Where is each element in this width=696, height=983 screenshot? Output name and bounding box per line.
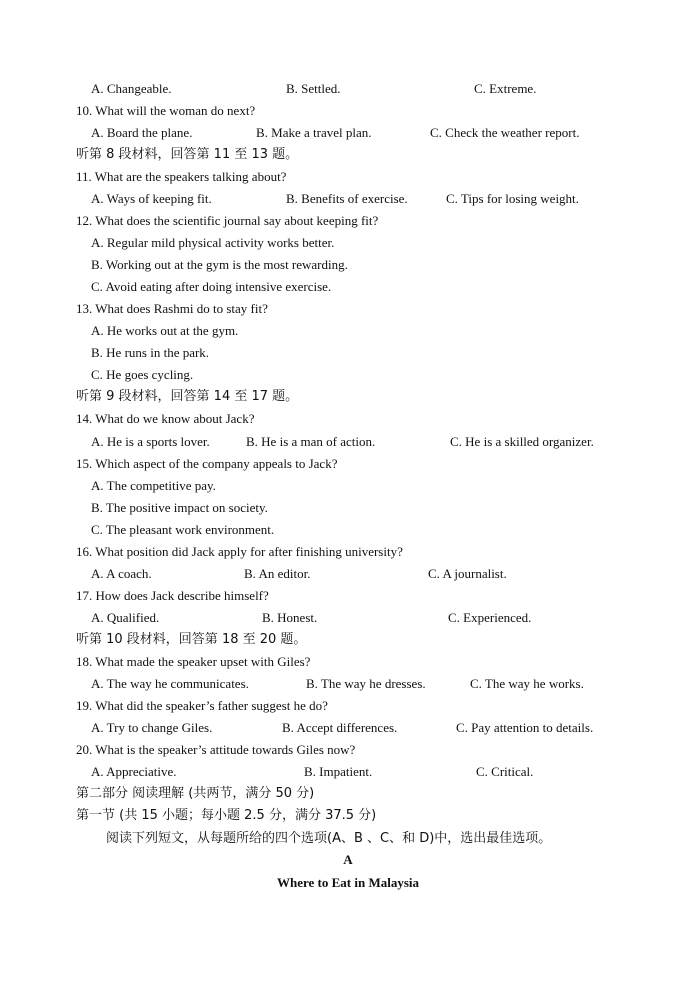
q10-option-c: C. Check the weather report. xyxy=(430,125,580,140)
q15-option-b: B. The positive impact on society. xyxy=(91,500,268,515)
section1-title: 第一节 (共 15 小题；每小题 2.5 分，满分 37.5 分) xyxy=(76,808,377,823)
q9-option-a: A. Changeable. xyxy=(91,81,172,96)
reading-instructions: 阅读下列短文，从每题所给的四个选项(A、B 、C、和 D)中，选出最佳选项。 xyxy=(106,831,552,846)
q9-option-b: B. Settled. xyxy=(286,81,341,96)
q11-option-b: B. Benefits of exercise. xyxy=(286,191,408,206)
section10-header: 听第 10 段材料，回答第 18 至 20 题。 xyxy=(76,632,307,647)
q19-question: 19. What did the speaker’s father suggest he do? xyxy=(76,698,328,713)
q13-question: 13. What does Rashmi do to stay fit? xyxy=(76,301,268,316)
q15-option-c: C. The pleasant work environment. xyxy=(91,522,275,537)
q15-question: 15. Which aspect of the company appeals to Jack? xyxy=(76,456,338,471)
q17-option-a: A. Qualified. xyxy=(91,610,160,625)
q12-option-c: C. Avoid eating after doing intensive exercise. xyxy=(91,279,332,294)
q20-option-a: A. Appreciative. xyxy=(91,764,177,779)
q13-option-a: A. He works out at the gym. xyxy=(91,323,239,338)
q17-question: 17. How does Jack describe himself? xyxy=(76,588,269,603)
q16-option-b: B. An editor. xyxy=(244,566,311,581)
q10-option-a: A. Board the plane. xyxy=(91,125,193,140)
q19-option-b: B. Accept differences. xyxy=(282,720,398,735)
q18-option-a: A. The way he communicates. xyxy=(91,676,249,691)
q14-question: 14. What do we know about Jack? xyxy=(76,411,255,426)
q14-option-b: B. He is a man of action. xyxy=(246,434,376,449)
q18-option-b: B. The way he dresses. xyxy=(306,676,426,691)
q12-question: 12. What does the scientific journal say about keeping fit? xyxy=(76,213,379,228)
q14-option-c: C. He is a skilled organizer. xyxy=(450,434,594,449)
section8-header: 听第 8 段材料，回答第 11 至 13 题。 xyxy=(76,147,299,162)
passage-title: Where to Eat in Malaysia xyxy=(276,875,420,890)
q12-option-b: B. Working out at the gym is the most rewarding. xyxy=(91,257,348,272)
q16-option-a: A. A coach. xyxy=(91,566,152,581)
q11-option-a: A. Ways of keeping fit. xyxy=(91,191,212,206)
q11-question: 11. What are the speakers talking about? xyxy=(76,169,287,184)
q18-option-c: C. The way he works. xyxy=(470,676,584,691)
q19-option-c: C. Pay attention to details. xyxy=(456,720,594,735)
q14-option-a: A. He is a sports lover. xyxy=(91,434,210,449)
q17-option-b: B. Honest. xyxy=(262,610,318,625)
q16-option-c: C. A journalist. xyxy=(428,566,507,581)
q20-option-c: C. Critical. xyxy=(476,764,534,779)
part2-title: 第二部分 阅读理解 (共两节，满分 50 分) xyxy=(76,786,315,801)
q11-option-c: C. Tips for losing weight. xyxy=(446,191,579,206)
q13-option-c: C. He goes cycling. xyxy=(91,367,194,382)
q10-question: 10. What will the woman do next? xyxy=(76,103,256,118)
q18-question: 18. What made the speaker upset with Giles? xyxy=(76,654,311,669)
q15-option-a: A. The competitive pay. xyxy=(91,478,216,493)
q13-option-b: B. He runs in the park. xyxy=(91,345,210,360)
q19-option-a: A. Try to change Giles. xyxy=(91,720,213,735)
q16-question: 16. What position did Jack apply for after finishing university? xyxy=(76,544,403,559)
q17-option-c: C. Experienced. xyxy=(448,610,532,625)
q12-option-a: A. Regular mild physical activity works better. xyxy=(91,235,335,250)
q20-option-b: B. Impatient. xyxy=(304,764,373,779)
passage-letter: A xyxy=(343,852,353,867)
q9-option-c: C. Extreme. xyxy=(474,81,537,96)
section9-header: 听第 9 段材料，回答第 14 至 17 题。 xyxy=(76,389,299,404)
q20-question: 20. What is the speaker’s attitude towards Giles now? xyxy=(76,742,356,757)
q10-option-b: B. Make a travel plan. xyxy=(256,125,372,140)
